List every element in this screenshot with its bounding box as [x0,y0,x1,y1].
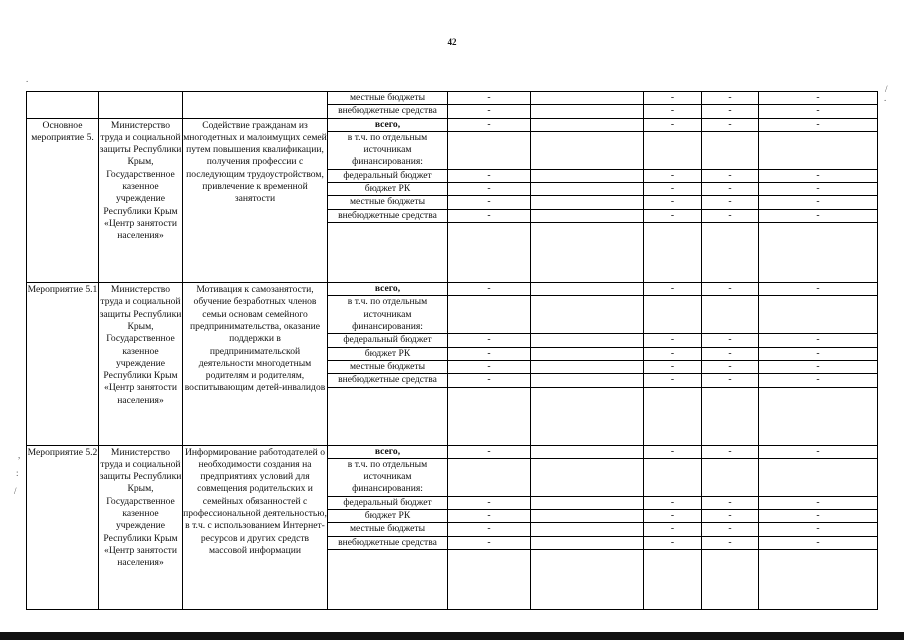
source-extra: внебюджетные средства [328,536,448,549]
value-cell: - [702,523,759,536]
value-cell: - [702,496,759,509]
cell-empty [328,223,448,283]
value-cell: - [759,334,878,347]
event-name: Основное мероприятие 5. [27,118,99,282]
source-local: местные бюджеты [328,196,448,209]
event-description: Информирование работодателей о необходимости создания на предприятиях условий для совмещения родительских и семейных обязанностей с профессиональной деятельностью, в т.ч. с использованием Интернет-ресурсов и других средств массовой информации [183,445,328,609]
source-cell: внебюджетные средства [328,105,448,118]
cell-empty [328,550,448,610]
value-cell: - [644,523,702,536]
value-cell [759,296,878,334]
value-cell: - [759,283,878,296]
value-cell [531,387,644,445]
scan-speck: / [885,84,888,94]
value-cell: - [759,183,878,196]
value-cell [644,458,702,496]
value-cell: - [448,209,531,222]
value-cell: - [644,183,702,196]
value-cell: - [644,209,702,222]
source-incl: в т.ч. по отдельным источникам финансирования: [328,131,448,169]
scan-speck: . [884,93,887,103]
value-cell: - [759,374,878,387]
value-cell: - [759,347,878,360]
scan-edge [0,632,904,640]
value-cell [759,387,878,445]
value-cell [759,550,878,610]
value-cell: - [759,209,878,222]
event-description: Содействие гражданам из многодетных и малоимущих семей путем повышения квалификации, получения профессии с последующим трудоустройством, привлечение к временной занятости [183,118,328,282]
value-cell [702,223,759,283]
value-cell [531,169,644,182]
value-cell: - [644,105,702,118]
event-name: Мероприятие 5.2 [27,445,99,609]
value-cell [702,296,759,334]
value-cell: - [644,360,702,373]
source-incl: в т.ч. по отдельным источникам финансирования: [328,458,448,496]
value-cell: - [644,118,702,131]
value-cell [702,131,759,169]
value-cell: - [702,209,759,222]
value-cell [531,296,644,334]
value-cell: - [702,169,759,182]
value-cell: - [448,196,531,209]
value-cell: - [702,510,759,523]
source-rk: бюджет РК [328,347,448,360]
value-cell [644,296,702,334]
value-cell: - [644,536,702,549]
value-cell: - [759,105,878,118]
table-row [27,445,878,458]
value-cell [531,510,644,523]
cell-empty [27,92,99,119]
event-name: Мероприятие 5.1 [27,283,99,445]
source-federal: федеральный бюджет [328,496,448,509]
table-row [27,118,878,131]
value-cell [759,223,878,283]
value-cell [531,347,644,360]
value-cell [448,458,531,496]
scan-speck: . [26,74,29,84]
source-total: всего, [328,445,448,458]
value-cell: - [448,523,531,536]
value-cell [531,209,644,222]
value-cell: - [448,105,531,118]
value-cell [644,223,702,283]
value-cell [448,296,531,334]
executor: Министерство труда и социальной защиты Республики Крым, Государственное казенное учреждение Республики Крым «Центр занятости населения» [99,445,183,609]
scan-speck: / [14,486,17,496]
value-cell: - [644,169,702,182]
value-cell: - [448,283,531,296]
value-cell [531,92,644,105]
value-cell [531,118,644,131]
value-cell: - [702,374,759,387]
value-cell: - [448,347,531,360]
scan-speck: , [18,450,21,460]
value-cell: - [702,360,759,373]
value-cell [531,445,644,458]
value-cell: - [702,347,759,360]
value-cell [448,223,531,283]
table-row [27,92,878,105]
value-cell [448,131,531,169]
value-cell [531,223,644,283]
value-cell [531,496,644,509]
source-incl: в т.ч. по отдельным источникам финансирования: [328,296,448,334]
value-cell: - [759,445,878,458]
value-cell: - [644,196,702,209]
executor: Министерство труда и социальной защиты Республики Крым, Государственное казенное учреждение Республики Крым «Центр занятости населения» [99,118,183,282]
value-cell: - [759,196,878,209]
scan-speck: : [16,468,19,478]
value-cell: - [759,536,878,549]
source-total: всего, [328,283,448,296]
value-cell [531,550,644,610]
value-cell: - [702,445,759,458]
value-cell: - [448,445,531,458]
value-cell: - [448,169,531,182]
table-row [27,283,878,296]
value-cell [531,523,644,536]
value-cell: - [759,92,878,105]
value-cell: - [644,510,702,523]
event-description: Мотивация к самозанятости, обучение безработных членов семьи основам семейного предпринимательства, оказание поддержки в предпринимательской деятельности многодетным родителям и родителям, воспитывающим детей-инвалидов [183,283,328,445]
value-cell [531,536,644,549]
source-total: всего, [328,118,448,131]
value-cell: - [448,536,531,549]
value-cell: - [448,92,531,105]
value-cell: - [448,496,531,509]
value-cell: - [644,334,702,347]
source-local: местные бюджеты [328,523,448,536]
source-federal: федеральный бюджет [328,169,448,182]
value-cell: - [759,523,878,536]
value-cell [531,458,644,496]
value-cell: - [759,496,878,509]
value-cell: - [759,118,878,131]
value-cell [531,360,644,373]
value-cell: - [644,445,702,458]
source-local: местные бюджеты [328,360,448,373]
source-cell: местные бюджеты [328,92,448,105]
source-rk: бюджет РК [328,510,448,523]
value-cell: - [702,118,759,131]
value-cell: - [644,283,702,296]
value-cell: - [702,105,759,118]
cell-empty [183,92,328,119]
value-cell: - [702,334,759,347]
value-cell [448,550,531,610]
value-cell [531,183,644,196]
value-cell [531,105,644,118]
value-cell: - [644,374,702,387]
source-extra: внебюджетные средства [328,374,448,387]
value-cell: - [448,334,531,347]
value-cell [531,374,644,387]
executor: Министерство труда и социальной защиты Республики Крым, Государственное казенное учреждение Республики Крым «Центр занятости населения» [99,283,183,445]
value-cell [644,131,702,169]
value-cell: - [759,169,878,182]
cell-empty [328,387,448,445]
value-cell: - [702,183,759,196]
value-cell: - [448,118,531,131]
value-cell [644,387,702,445]
financing-table [26,91,878,610]
source-extra: внебюджетные средства [328,209,448,222]
value-cell: - [702,92,759,105]
value-cell: - [448,183,531,196]
value-cell: - [702,196,759,209]
value-cell: - [644,347,702,360]
value-cell: - [644,496,702,509]
value-cell: - [448,360,531,373]
value-cell [702,550,759,610]
source-rk: бюджет РК [328,183,448,196]
value-cell [759,131,878,169]
page-number: 42 [447,37,457,47]
value-cell [702,458,759,496]
value-cell [531,283,644,296]
value-cell: - [759,360,878,373]
value-cell: - [448,510,531,523]
cell-empty [99,92,183,119]
value-cell: - [644,92,702,105]
value-cell [448,387,531,445]
value-cell [531,196,644,209]
source-federal: федеральный бюджет [328,334,448,347]
value-cell: - [702,283,759,296]
value-cell [531,131,644,169]
value-cell: - [702,536,759,549]
value-cell [644,550,702,610]
value-cell [531,334,644,347]
value-cell [759,458,878,496]
value-cell: - [759,510,878,523]
value-cell [702,387,759,445]
value-cell: - [448,374,531,387]
